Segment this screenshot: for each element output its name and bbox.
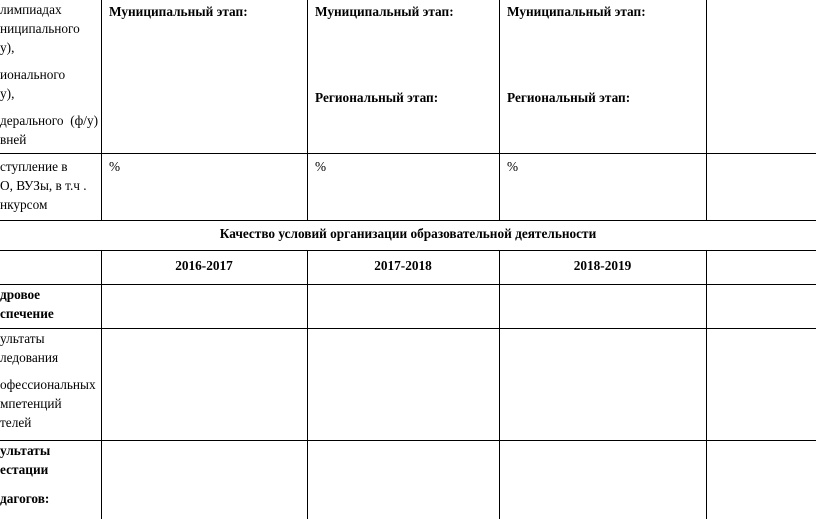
admission-label-line: нкурсом xyxy=(0,197,48,212)
row-divider-3 xyxy=(0,250,816,251)
competence-label-line: ультаты xyxy=(0,331,45,346)
section-title: Качество условий организации образовательной деятельности xyxy=(219,226,597,241)
attestation-label-line: ультаты xyxy=(0,443,51,458)
competence-label-line: ледования xyxy=(0,350,59,365)
staffing-label-line: дровое xyxy=(0,287,41,302)
olympiad-label-line: у), xyxy=(0,40,15,55)
admission-percent-col1: % xyxy=(109,159,121,174)
municipal-stage-col2: Муниципальный этап: xyxy=(315,4,454,19)
municipal-stage-col3: Муниципальный этап: xyxy=(507,4,646,19)
staffing-label-line: спечение xyxy=(0,306,54,321)
competence-label-line: офессиональных xyxy=(0,377,96,392)
admission-percent-col2: % xyxy=(315,159,327,174)
row-divider-6 xyxy=(0,440,816,441)
year-header-2018-2019: 2018-2019 xyxy=(573,258,632,273)
admission-label-line: ступление в xyxy=(0,159,68,174)
admission-label-line: О, ВУЗы, в т.ч . xyxy=(0,178,87,193)
attestation-label-line: дагогов: xyxy=(0,491,50,506)
competence-label-line: мпетенций xyxy=(0,396,62,411)
row-divider-4 xyxy=(0,284,816,285)
column-divider-4 xyxy=(706,0,707,519)
olympiad-label-line: ниципального xyxy=(0,21,80,36)
olympiad-label-line: дерального (ф/у) xyxy=(0,113,99,128)
regional-stage-col3: Региональный этап: xyxy=(507,90,631,105)
olympiad-label-line: лимпиадах xyxy=(0,2,62,17)
olympiad-label-line: ионального xyxy=(0,67,66,82)
year-header-2016-2017: 2016-2017 xyxy=(175,258,233,273)
year-header-2017-2018: 2017-2018 xyxy=(374,258,432,273)
olympiad-label-line: вней xyxy=(0,132,27,147)
regional-stage-col2: Региональный этап: xyxy=(315,90,439,105)
competence-label-line: телей xyxy=(0,415,32,430)
row-divider-1 xyxy=(0,153,816,154)
row-divider-5 xyxy=(0,328,816,329)
olympiad-label-line: у), xyxy=(0,86,15,101)
admission-percent-col3: % xyxy=(507,159,519,174)
attestation-label-line: естации xyxy=(0,462,49,477)
municipal-stage-col1: Муниципальный этап: xyxy=(109,4,248,19)
